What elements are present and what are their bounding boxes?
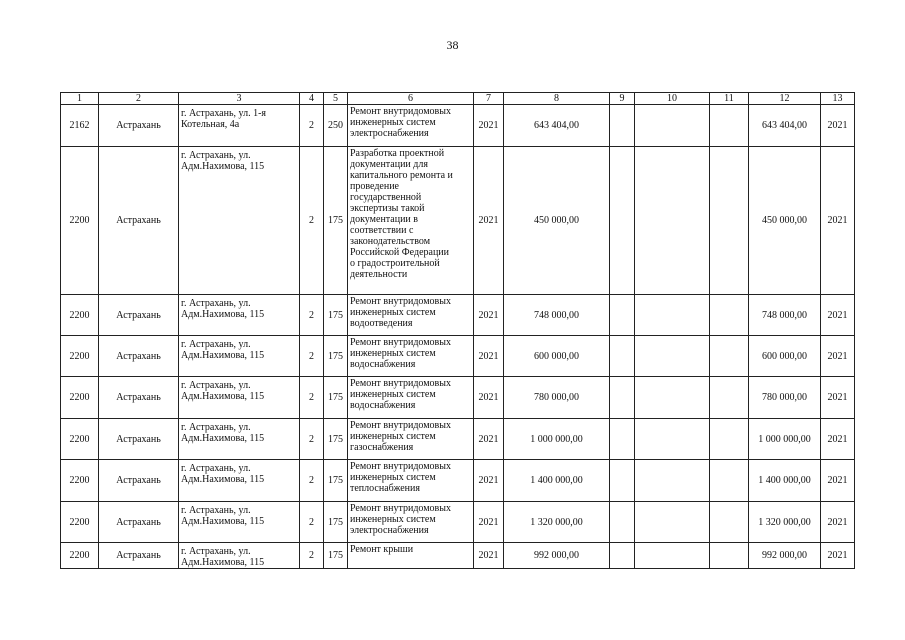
cell-line: Адм.Нахимова, 115 — [181, 161, 265, 172]
cell-c12: 780 000,00 — [749, 377, 821, 419]
cell-line: проведение — [350, 181, 399, 192]
cell-line: г. Астрахань, ул. — [181, 339, 251, 350]
cell-line: электроснабжения — [350, 128, 429, 139]
cell-c1: 2200 — [61, 460, 99, 502]
cell-c9 — [610, 543, 635, 569]
cell-c4: 2 — [300, 543, 324, 569]
cell-c5: 175 — [324, 460, 348, 502]
cell-line: инженерных систем — [350, 117, 436, 128]
cell-c3 — [179, 502, 300, 543]
cell-c7: 2021 — [474, 543, 504, 569]
cell-c1: 2200 — [61, 502, 99, 543]
cell-c6 — [348, 502, 474, 543]
header-cell: 11 — [710, 93, 749, 105]
cell-c6 — [348, 336, 474, 377]
cell-c3 — [179, 336, 300, 377]
cell-c5: 175 — [324, 502, 348, 543]
cell-c5: 175 — [324, 377, 348, 419]
cell-c11 — [710, 419, 749, 460]
cell-line: Адм.Нахимова, 115 — [181, 433, 265, 444]
cell-line: г. Астрахань, ул. — [181, 505, 251, 516]
cell-c4: 2 — [300, 147, 324, 295]
header-cell: 2 — [99, 93, 179, 105]
cell-c7: 2021 — [474, 419, 504, 460]
header-cell: 6 — [348, 93, 474, 105]
cell-line: инженерных систем — [350, 307, 436, 318]
cell-c5: 250 — [324, 105, 348, 147]
header-cell: 10 — [635, 93, 710, 105]
cell-line: Адм.Нахимова, 115 — [181, 557, 265, 568]
cell-c2: Астрахань — [99, 419, 179, 460]
cell-line: Адм.Нахимова, 115 — [181, 350, 265, 361]
cell-c2: Астрахань — [99, 147, 179, 295]
cell-line: Ремонт внутридомовых — [350, 106, 452, 117]
cell-c2: Астрахань — [99, 295, 179, 336]
cell-c5: 175 — [324, 419, 348, 460]
cell-c12: 1 400 000,00 — [749, 460, 821, 502]
header-cell: 1 — [61, 93, 99, 105]
cell-line: документации в — [350, 214, 418, 225]
cell-c2: Астрахань — [99, 502, 179, 543]
header-cell: 12 — [749, 93, 821, 105]
cell-line: государственной — [350, 192, 422, 203]
cell-c11 — [710, 543, 749, 569]
cell-line: Ремонт внутридомовых — [350, 503, 452, 514]
cell-c4: 2 — [300, 419, 324, 460]
cell-c3 — [179, 377, 300, 419]
cell-c8: 780 000,00 — [504, 377, 610, 419]
cell-c7: 2021 — [474, 336, 504, 377]
cell-c3 — [179, 460, 300, 502]
cell-c11 — [710, 105, 749, 147]
cell-c6 — [348, 147, 474, 295]
header-cell: 4 — [300, 93, 324, 105]
cell-line: г. Астрахань, ул. — [181, 380, 251, 391]
table-row — [61, 295, 855, 336]
cell-c10 — [635, 419, 710, 460]
cell-c13: 2021 — [821, 295, 855, 336]
table-row — [61, 502, 855, 543]
works-table — [60, 92, 855, 569]
cell-c7: 2021 — [474, 377, 504, 419]
cell-c2: Астрахань — [99, 377, 179, 419]
cell-c4: 2 — [300, 105, 324, 147]
cell-c4: 2 — [300, 502, 324, 543]
cell-line: г. Астрахань, ул. — [181, 150, 251, 161]
cell-line: инженерных систем — [350, 514, 436, 525]
cell-c13: 2021 — [821, 105, 855, 147]
cell-line: инженерных систем — [350, 431, 436, 442]
cell-c2: Астрахань — [99, 105, 179, 147]
cell-c10 — [635, 295, 710, 336]
table-row — [61, 105, 855, 147]
cell-c6 — [348, 295, 474, 336]
cell-c4: 2 — [300, 377, 324, 419]
cell-c6 — [348, 105, 474, 147]
cell-c11 — [710, 147, 749, 295]
cell-c5: 175 — [324, 543, 348, 569]
cell-line: Адм.Нахимова, 115 — [181, 391, 265, 402]
cell-line: водоснабжения — [350, 359, 416, 370]
cell-line: Котельная, 4а — [181, 119, 240, 130]
cell-c10 — [635, 543, 710, 569]
cell-c9 — [610, 502, 635, 543]
table-row — [61, 543, 855, 569]
cell-line: теплоснабжения — [350, 483, 420, 494]
cell-c7: 2021 — [474, 460, 504, 502]
cell-c7: 2021 — [474, 502, 504, 543]
cell-line: Ремонт внутридомовых — [350, 296, 452, 307]
cell-c1: 2200 — [61, 336, 99, 377]
cell-c12: 1 320 000,00 — [749, 502, 821, 543]
cell-line: Ремонт внутридомовых — [350, 378, 452, 389]
cell-c10 — [635, 105, 710, 147]
cell-line: соответствии с — [350, 225, 414, 236]
cell-c3 — [179, 147, 300, 295]
page-number: 38 — [446, 38, 459, 52]
cell-c10 — [635, 377, 710, 419]
header-cell: 3 — [179, 93, 300, 105]
cell-line: г. Астрахань, ул. 1-я — [181, 108, 267, 119]
cell-c1: 2200 — [61, 543, 99, 569]
cell-line: г. Астрахань, ул. — [181, 422, 251, 433]
header-cell: 5 — [324, 93, 348, 105]
cell-c3 — [179, 543, 300, 569]
cell-line: инженерных систем — [350, 389, 436, 400]
cell-c4: 2 — [300, 295, 324, 336]
cell-c2: Астрахань — [99, 460, 179, 502]
cell-line: г. Астрахань, ул. — [181, 546, 251, 557]
cell-c12: 450 000,00 — [749, 147, 821, 295]
cell-c1: 2200 — [61, 377, 99, 419]
cell-c10 — [635, 147, 710, 295]
header-cell: 7 — [474, 93, 504, 105]
cell-c2: Астрахань — [99, 336, 179, 377]
cell-c13: 2021 — [821, 336, 855, 377]
cell-c11 — [710, 460, 749, 502]
table-header-row — [61, 93, 855, 105]
cell-line: газоснабжения — [350, 442, 414, 453]
cell-line: Ремонт крыши — [350, 544, 414, 555]
cell-c6 — [348, 460, 474, 502]
table-row — [61, 147, 855, 295]
cell-line: Адм.Нахимова, 115 — [181, 474, 265, 485]
cell-c8: 992 000,00 — [504, 543, 610, 569]
cell-c4: 2 — [300, 460, 324, 502]
cell-c3 — [179, 295, 300, 336]
cell-line: водоснабжения — [350, 400, 416, 411]
table-row — [61, 336, 855, 377]
cell-line: г. Астрахань, ул. — [181, 298, 251, 309]
table-row — [61, 460, 855, 502]
cell-c2: Астрахань — [99, 543, 179, 569]
cell-c3 — [179, 419, 300, 460]
table-row — [61, 377, 855, 419]
cell-line: Ремонт внутридомовых — [350, 420, 452, 431]
cell-line: Адм.Нахимова, 115 — [181, 309, 265, 320]
cell-c9 — [610, 377, 635, 419]
cell-c11 — [710, 377, 749, 419]
cell-c5: 175 — [324, 295, 348, 336]
cell-c12: 643 404,00 — [749, 105, 821, 147]
cell-c12: 600 000,00 — [749, 336, 821, 377]
cell-c8: 1 000 000,00 — [504, 419, 610, 460]
cell-c13: 2021 — [821, 543, 855, 569]
cell-line: экспертизы такой — [350, 203, 425, 214]
cell-line: г. Астрахань, ул. — [181, 463, 251, 474]
cell-c9 — [610, 419, 635, 460]
cell-line: документации для — [350, 159, 428, 170]
cell-c13: 2021 — [821, 147, 855, 295]
cell-c8: 450 000,00 — [504, 147, 610, 295]
cell-c12: 748 000,00 — [749, 295, 821, 336]
cell-c13: 2021 — [821, 377, 855, 419]
cell-line: капитального ремонта и — [350, 170, 453, 181]
cell-c7: 2021 — [474, 295, 504, 336]
cell-c13: 2021 — [821, 460, 855, 502]
cell-line: о градостроительной — [350, 258, 440, 269]
cell-c8: 748 000,00 — [504, 295, 610, 336]
cell-c10 — [635, 460, 710, 502]
cell-line: деятельности — [350, 269, 408, 280]
cell-c11 — [710, 502, 749, 543]
header-cell: 9 — [610, 93, 635, 105]
cell-line: инженерных систем — [350, 472, 436, 483]
cell-c13: 2021 — [821, 502, 855, 543]
cell-c8: 1 400 000,00 — [504, 460, 610, 502]
cell-c3 — [179, 105, 300, 147]
cell-line: электроснабжения — [350, 525, 429, 536]
cell-c10 — [635, 336, 710, 377]
cell-c4: 2 — [300, 336, 324, 377]
cell-c1: 2200 — [61, 147, 99, 295]
cell-c6 — [348, 377, 474, 419]
cell-c9 — [610, 295, 635, 336]
cell-c7: 2021 — [474, 105, 504, 147]
cell-c5: 175 — [324, 336, 348, 377]
cell-line: Ремонт внутридомовых — [350, 461, 452, 472]
cell-c9 — [610, 105, 635, 147]
cell-c12: 992 000,00 — [749, 543, 821, 569]
cell-c8: 600 000,00 — [504, 336, 610, 377]
cell-c11 — [710, 336, 749, 377]
cell-line: Адм.Нахимова, 115 — [181, 516, 265, 527]
cell-c9 — [610, 460, 635, 502]
cell-line: Разработка проектной — [350, 148, 445, 159]
cell-line: Ремонт внутридомовых — [350, 337, 452, 348]
cell-c5: 175 — [324, 147, 348, 295]
header-cell: 8 — [504, 93, 610, 105]
cell-c8: 1 320 000,00 — [504, 502, 610, 543]
cell-c6 — [348, 419, 474, 460]
cell-c6 — [348, 543, 474, 569]
cell-c7: 2021 — [474, 147, 504, 295]
cell-c1: 2162 — [61, 105, 99, 147]
cell-c12: 1 000 000,00 — [749, 419, 821, 460]
cell-c1: 2200 — [61, 419, 99, 460]
cell-line: законодательством — [350, 236, 431, 247]
cell-c13: 2021 — [821, 419, 855, 460]
cell-line: Российской Федерации — [350, 247, 450, 258]
table-row — [61, 419, 855, 460]
cell-c9 — [610, 336, 635, 377]
cell-c8: 643 404,00 — [504, 105, 610, 147]
cell-c9 — [610, 147, 635, 295]
header-cell: 13 — [821, 93, 855, 105]
cell-line: водоотведения — [350, 318, 413, 329]
cell-c10 — [635, 502, 710, 543]
cell-line: инженерных систем — [350, 348, 436, 359]
cell-c1: 2200 — [61, 295, 99, 336]
cell-c11 — [710, 295, 749, 336]
